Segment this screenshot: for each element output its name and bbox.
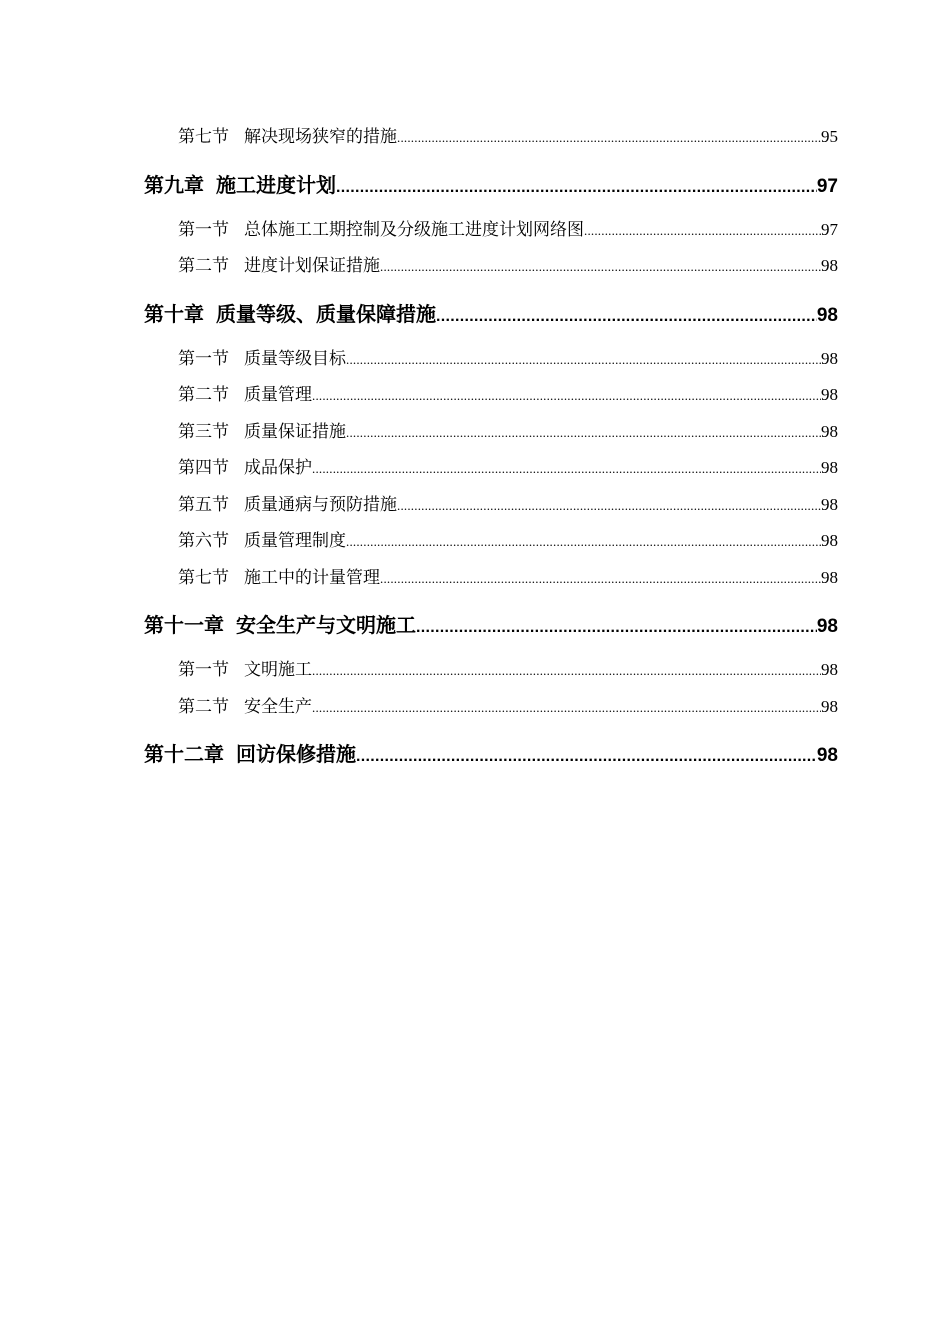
toc-leader-dots <box>584 216 821 246</box>
toc-section-title: 总体施工工期控制及分级施工进度计划网络图 <box>244 219 584 240</box>
toc-section-title: 施工中的计量管理 <box>244 567 380 588</box>
toc-section-label: 第四节 <box>178 458 229 478</box>
toc-chapter-title: 质量等级、质量保障措施 <box>216 301 436 326</box>
toc-section-label: 第五节 <box>178 494 229 515</box>
toc-chapter-label: 第九章 <box>144 172 204 197</box>
toc-leader-dots <box>312 693 821 723</box>
toc-section-title: 质量管理制度 <box>244 531 346 551</box>
toc-section-title: 文明施工 <box>244 660 312 680</box>
toc-chapter-entry[interactable] <box>144 610 838 640</box>
toc-section-entry[interactable] <box>144 692 838 729</box>
toc-chapter-title: 施工进度计划 <box>216 172 336 197</box>
toc-page-number: 98 <box>821 660 838 679</box>
toc-section-entry[interactable] <box>144 655 838 692</box>
toc-page-number: 98 <box>816 304 838 326</box>
toc-page-number: 98 <box>816 616 838 637</box>
toc-section-label: 第二节 <box>178 385 229 405</box>
toc-page-number: 98 <box>816 745 838 766</box>
toc-page-number: 98 <box>821 256 838 275</box>
toc-section-label: 第二节 <box>178 696 229 717</box>
toc-section-title: 质量等级目标 <box>244 348 346 369</box>
toc-page-number: 97 <box>821 219 838 239</box>
toc-chapter-title: 回访保修措施 <box>236 742 356 766</box>
toc-leader-dots <box>380 252 821 282</box>
toc-section-entry[interactable] <box>144 380 838 417</box>
toc-section-title: 质量保证措施 <box>244 421 346 442</box>
toc-section-title: 质量管理 <box>244 385 312 405</box>
toc-section-label: 第一节 <box>178 348 229 369</box>
toc-section-label: 第一节 <box>178 219 229 240</box>
toc-section-label: 第二节 <box>178 256 229 276</box>
toc-section-label: 第三节 <box>178 421 229 442</box>
toc-page-number: 98 <box>821 348 838 368</box>
toc-chapter-entry[interactable] <box>144 170 838 200</box>
toc-page-number: 98 <box>821 567 838 587</box>
toc-leader-dots <box>312 656 821 686</box>
toc-leader-dots <box>356 742 817 772</box>
table-of-contents <box>144 122 838 784</box>
toc-leader-dots <box>312 454 821 484</box>
toc-section-title: 成品保护 <box>244 458 312 478</box>
toc-chapter-entry[interactable] <box>144 739 838 769</box>
toc-section-entry[interactable] <box>144 453 838 490</box>
toc-page-number: 98 <box>821 385 838 404</box>
toc-section-title: 安全生产 <box>244 696 312 717</box>
toc-page-number: 95 <box>821 127 838 146</box>
toc-page-number: 98 <box>821 458 838 477</box>
toc-section-entry[interactable] <box>144 417 838 454</box>
toc-leader-dots <box>416 613 817 643</box>
toc-section-entry[interactable] <box>144 490 838 527</box>
toc-page-number: 98 <box>821 421 838 441</box>
toc-section-entry[interactable] <box>144 251 838 288</box>
toc-page-number: 97 <box>816 175 838 197</box>
toc-page-number: 98 <box>821 696 838 716</box>
toc-section-entry[interactable] <box>144 122 838 159</box>
toc-section-title: 质量通病与预防措施 <box>244 494 397 515</box>
toc-section-label: 第六节 <box>178 531 229 551</box>
toc-section-entry[interactable] <box>144 526 838 563</box>
toc-leader-dots <box>436 302 817 332</box>
toc-leader-dots <box>397 491 821 521</box>
toc-section-title: 解决现场狭窄的措施 <box>244 127 397 147</box>
toc-chapter-label: 第十二章 <box>144 742 224 766</box>
toc-page-number: 98 <box>821 531 838 550</box>
toc-leader-dots <box>312 381 821 411</box>
toc-section-title: 进度计划保证措施 <box>244 256 380 276</box>
toc-leader-dots <box>346 345 821 375</box>
toc-leader-dots <box>346 527 821 557</box>
toc-chapter-label: 第十一章 <box>144 613 224 637</box>
toc-page-number: 98 <box>821 494 838 514</box>
toc-leader-dots <box>336 173 817 203</box>
toc-section-entry[interactable] <box>144 215 838 252</box>
toc-chapter-title: 安全生产与文明施工 <box>236 613 416 637</box>
toc-section-entry[interactable] <box>144 344 838 381</box>
toc-leader-dots <box>380 564 821 594</box>
toc-chapter-label: 第十章 <box>144 301 204 326</box>
toc-chapter-entry[interactable] <box>144 299 838 329</box>
toc-section-label: 第七节 <box>178 127 229 147</box>
toc-leader-dots <box>397 123 821 153</box>
toc-section-entry[interactable] <box>144 563 838 600</box>
toc-section-label: 第七节 <box>178 567 229 588</box>
toc-section-label: 第一节 <box>178 660 229 680</box>
toc-leader-dots <box>346 418 821 448</box>
